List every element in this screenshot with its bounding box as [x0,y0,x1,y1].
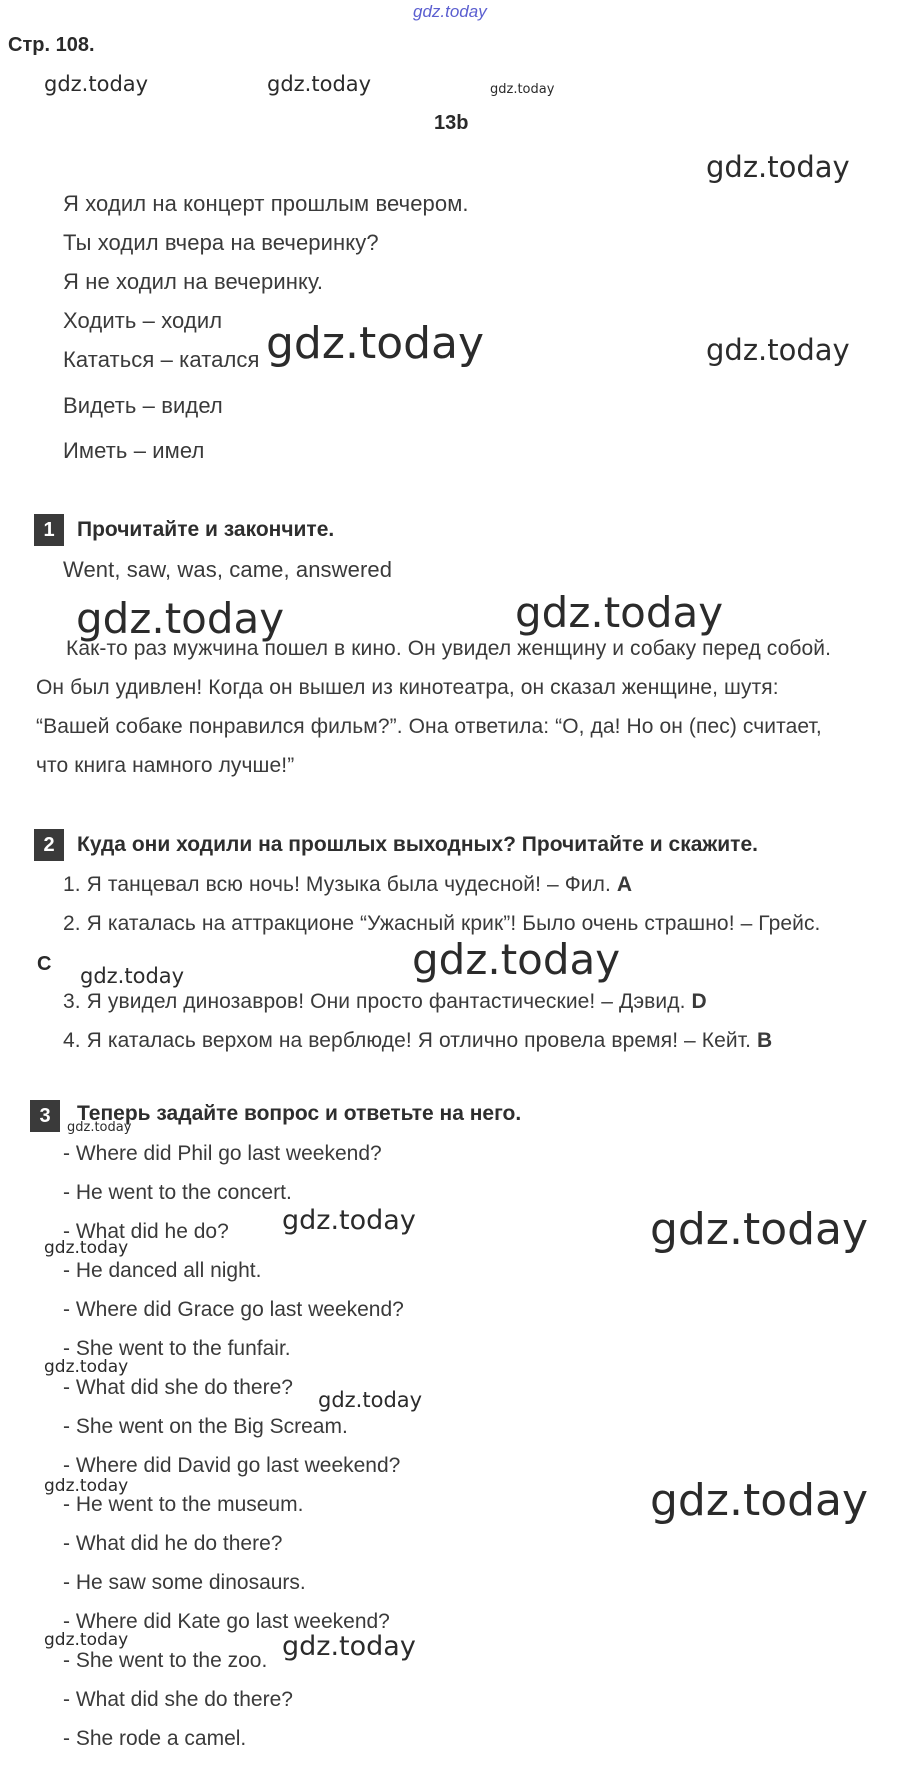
exercise-1-words: Went, saw, was, came, answered [63,557,393,582]
exercise-2-item [63,873,632,897]
intro-line: Ты ходил вчера на вечеринку? [63,230,379,255]
watermark: gdz.today [650,1204,869,1255]
exercise-2-item [63,1029,772,1053]
watermark: gdz.today [282,1205,416,1236]
dialog-line: - She rode a camel. [63,1727,247,1750]
exercise-2-item [63,990,707,1014]
dialog-line: - What did he do? [63,1220,229,1243]
dialog-line: - Where did Kate go last weekend? [63,1610,390,1633]
exercise-2-item-text: 2. Я каталась на аттракционе “Ужасный крик”! Было очень страшно! – Грейс. [63,912,821,935]
watermark: gdz.today [44,1238,129,1258]
exercise-1-text-line: что книга намного лучше!” [36,754,295,777]
exercise-2-number: 2 [34,829,64,861]
page-number-label: Стр. 108. [8,34,95,56]
dialog-line: - She went on the Big Scream. [63,1415,348,1438]
dialog-line: - He danced all night. [63,1259,262,1282]
watermark: gdz.today [267,72,372,96]
exercise-1-title: Прочитайте и закончите. [77,518,335,541]
exercise-2-item-text: 4. Я каталась верхом на верблюде! Я отлично провела время! – Кейт. [63,1029,752,1052]
site-header-logo[interactable]: gdz.today [413,2,487,21]
watermark: gdz.today [706,333,850,367]
dialog-line: - What did she do there? [63,1688,293,1711]
dialog-line: - Where did Grace go last weekend? [63,1298,404,1321]
exercise-1-number: 1 [34,514,64,546]
watermark: gdz.today [44,1357,129,1377]
exercise-2-item-answer: C [37,953,52,975]
watermark: gdz.today [44,1630,129,1650]
watermark: gdz.today [67,1120,132,1135]
exercise-2-item-answer: D [691,990,707,1013]
exercise-1-text-line: Как-то раз мужчина пошел в кино. Он увидел женщину и собаку перед собой. [66,637,832,660]
intro-line: Кататься – катался [63,347,260,372]
dialog-line: - Where did Phil go last weekend? [63,1142,382,1165]
intro-line: Иметь – имел [63,438,205,463]
intro-line: Видеть – видел [63,393,223,418]
watermark: gdz.today [44,72,149,96]
exercise-3-number: 3 [30,1100,60,1132]
intro-line: Я не ходил на вечеринку. [63,269,324,294]
dialog-line: - She went to the zoo. [63,1649,268,1672]
watermark: gdz.today [515,588,724,637]
exercise-2-item-text: 3. Я увидел динозавров! Они просто фантастические! – Дэвид. [63,990,686,1013]
dialog-line: - He went to the museum. [63,1493,304,1516]
watermark: gdz.today [266,318,485,369]
exercise-2-title: Куда они ходили на прошлых выходных? Прочитайте и скажите. [77,833,758,856]
intro-line: Ходить – ходил [63,308,223,333]
dialog-line: - What did he do there? [63,1532,283,1555]
dialog-line: - She went to the funfair. [63,1337,291,1360]
watermark: gdz.today [706,150,850,184]
exercise-1-text-line: “Вашей собаке понравился фильм?”. Она ответила: “О, да! Но он (пес) считает, [36,715,822,738]
dialog-line: - What did she do there? [63,1376,293,1399]
lesson-title: 13b [434,112,469,134]
watermark: gdz.today [44,1476,129,1496]
watermark: gdz.today [76,594,285,643]
dialog-line: - He saw some dinosaurs. [63,1571,306,1594]
intro-line: Я ходил на концерт прошлым вечером. [63,191,469,216]
exercise-2-item-answer: B [756,1029,773,1052]
watermark: gdz.today [650,1475,869,1526]
watermark: gdz.today [318,1388,423,1412]
dialog-line: - He went to the concert. [63,1181,292,1204]
watermark: gdz.today [490,82,555,97]
exercise-2-item-answer: A [616,873,633,896]
dialog-line: - Where did David go last weekend? [63,1454,401,1477]
watermark: gdz.today [282,1631,416,1662]
watermark: gdz.today [412,935,621,984]
exercise-3-title: Теперь задайте вопрос и ответьте на него. [77,1102,522,1125]
exercise-2-item-text: 1. Я танцевал всю ночь! Музыка была чудесной! – Фил. [63,873,611,896]
exercise-1-text-line: Он был удивлен! Когда он вышел из кинотеатра, он сказал женщине, шутя: [36,676,779,699]
watermark: gdz.today [80,964,185,988]
exercise-2-item [63,912,821,936]
